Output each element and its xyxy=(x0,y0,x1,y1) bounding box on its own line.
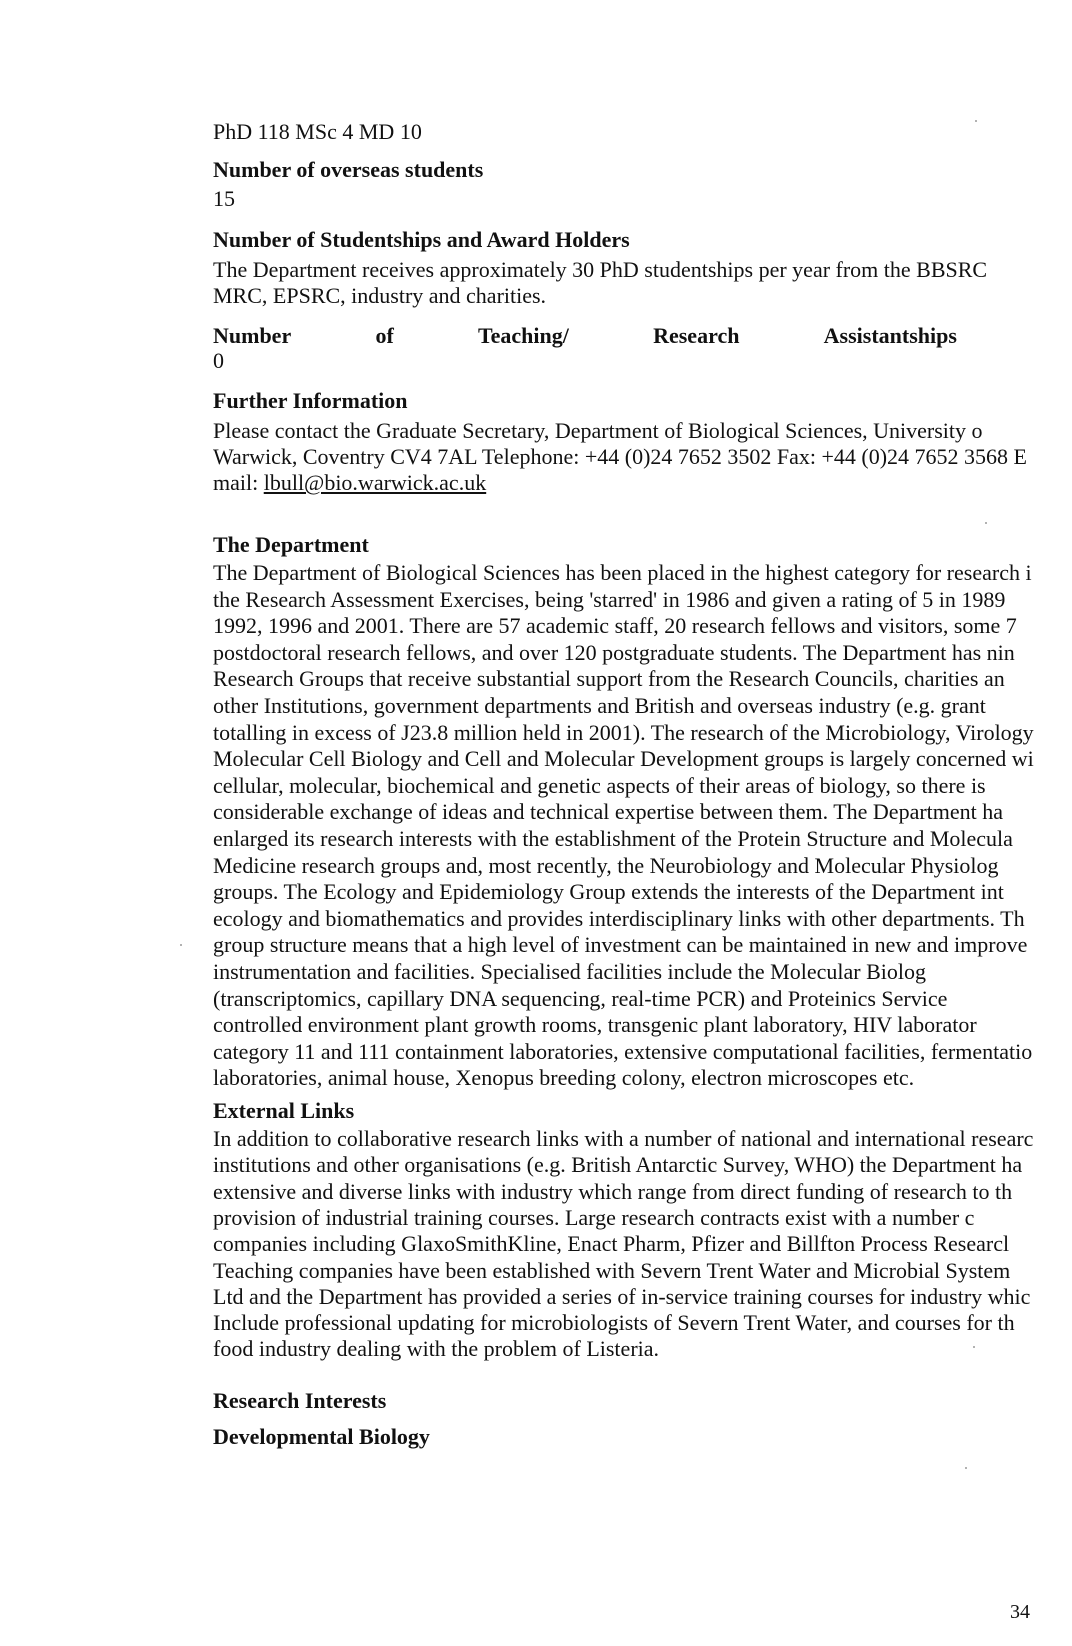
studentships-line-2: MRC, EPSRC, industry and charities. xyxy=(213,283,547,308)
assistantships-word-5: Assistantships xyxy=(823,323,957,348)
studentships-heading: Number of Studentships and Award Holders xyxy=(213,227,630,252)
department-line-9: cellular, molecular, biochemical and genetic aspects of their areas of biology, so there is xyxy=(213,772,986,798)
assistantships-value: 0 xyxy=(213,348,224,373)
department-line-6: other Institutions, government departments and British and overseas industry (e.g. grant xyxy=(213,693,986,718)
department-line-12: Medicine research groups and, most recently, the Neurobiology and Molecular Physiolog xyxy=(213,852,999,878)
department-line-15: group structure means that a high level of investment can be maintained in new and improve xyxy=(213,932,1028,958)
overseas-heading: Number of overseas students xyxy=(213,157,484,182)
mail-prefix: mail: xyxy=(213,470,264,495)
department-line-1: The Department of Biological Sciences has been placed in the highest category for research i xyxy=(213,560,1032,585)
department-line-18: controlled environment plant growth rooms, transgenic plant laboratory, HIV laborator xyxy=(213,1012,977,1038)
further-info-line-3 xyxy=(213,470,1063,496)
assistantships-heading xyxy=(213,323,1063,349)
assistantships-word-1: Number xyxy=(213,323,292,348)
studentships-line-1: The Department receives approximately 30 PhD studentships per year from the BBSRC xyxy=(213,257,988,282)
department-line-20: laboratories, animal house, Xenopus breeding colony, electron microscopes etc. xyxy=(213,1065,915,1091)
further-info-line-2: Warwick, Coventry CV4 7AL Telephone: +44 (0)24 7652 3502 Fax: +44 (0)24 7652 3568 E xyxy=(213,444,1027,469)
department-line-10: considerable exchange of ideas and technical expertise between them. The Department ha xyxy=(213,799,1004,825)
department-line-7: totalling in excess of J23.8 million held in 2001). The research of the Microbiology, Virology xyxy=(213,719,1034,745)
external-links-line-8: Include professional updating for microbiologists of Severn Trent Water, and courses for th xyxy=(213,1310,1015,1336)
assistantships-word-2: of xyxy=(375,323,394,348)
department-line-2: the Research Assessment Exercises, being 'starred' in 1986 and given a rating of 5 in 1989 xyxy=(213,586,1006,612)
department-line-13: groups. The Ecology and Epidemiology Group extends the interests of the Department int xyxy=(213,879,1004,905)
further-info-line-1: Please contact the Graduate Secretary, Department of Biological Sciences, University o xyxy=(213,418,983,443)
external-links-line-1: In addition to collaborative research links with a number of national and international researc xyxy=(213,1126,1034,1151)
scan-speck xyxy=(180,944,182,946)
scan-speck xyxy=(985,522,987,524)
department-line-8: Molecular Cell Biology and Cell and Molecular Development groups is largely concerned wi xyxy=(213,746,1034,772)
research-interests-heading: Research Interests xyxy=(213,1388,387,1413)
scan-speck xyxy=(965,1467,967,1469)
scan-speck xyxy=(975,120,977,122)
overseas-value: 15 xyxy=(213,186,235,211)
external-links-heading: External Links xyxy=(213,1098,355,1123)
external-links-line-2: institutions and other organisations (e.g. British Antarctic Survey, WHO) the Department ha xyxy=(213,1152,1023,1178)
department-heading: The Department xyxy=(213,532,369,557)
department-line-14: ecology and biomathematics and provides interdisciplinary links with other departments. Th xyxy=(213,905,1025,931)
department-line-3: 1992, 1996 and 2001. There are 57 academic staff, 20 research fellows and visitors, some 7 xyxy=(213,613,1017,639)
external-links-line-3: extensive and diverse links with industry which range from direct funding of research to th xyxy=(213,1178,1013,1204)
department-line-4: postdoctoral research fellows, and over 120 postgraduate students. The Department has nin xyxy=(213,639,1015,665)
email-link[interactable]: lbull@bio.warwick.ac.uk xyxy=(263,470,487,495)
external-links-line-4: provision of industrial training courses. Large research contracts exist with a number c xyxy=(213,1204,975,1230)
degrees-line: PhD 118 MSc 4 MD 10 xyxy=(213,119,422,144)
page-number: 34 xyxy=(1010,1601,1030,1623)
external-links-line-5: companies including GlaxoSmithKline, Enact Pharm, Pfizer and Billfton Process Researcl xyxy=(213,1231,1010,1257)
assistantships-word-3: Teaching/ xyxy=(477,323,569,348)
department-line-5: Research Groups that receive substantial support from the Research Councils, charities an xyxy=(213,666,1005,692)
department-line-16: instrumentation and facilities. Specialised facilities include the Molecular Biolog xyxy=(213,959,926,984)
external-links-line-9: food industry dealing with the problem of Listeria. xyxy=(213,1336,660,1362)
further-info-heading: Further Information xyxy=(213,388,408,413)
department-line-17: (transcriptomics, capillary DNA sequencing, real-time PCR) and Proteinics Service xyxy=(213,985,948,1011)
scan-speck xyxy=(973,1346,975,1348)
assistantships-word-4: Research xyxy=(653,323,740,348)
external-links-line-7: Ltd and the Department has provided a series of in-service training courses for industry whic xyxy=(213,1283,1031,1309)
developmental-biology-heading: Developmental Biology xyxy=(213,1424,430,1449)
external-links-line-6: Teaching companies have been established with Severn Trent Water and Microbial System xyxy=(213,1257,1011,1283)
department-line-19: category 11 and 111 containment laboratories, extensive computational facilities, fermentatio xyxy=(213,1038,1033,1064)
department-line-11: enlarged its research interests with the establishment of the Protein Structure and Molecula xyxy=(213,826,1013,851)
